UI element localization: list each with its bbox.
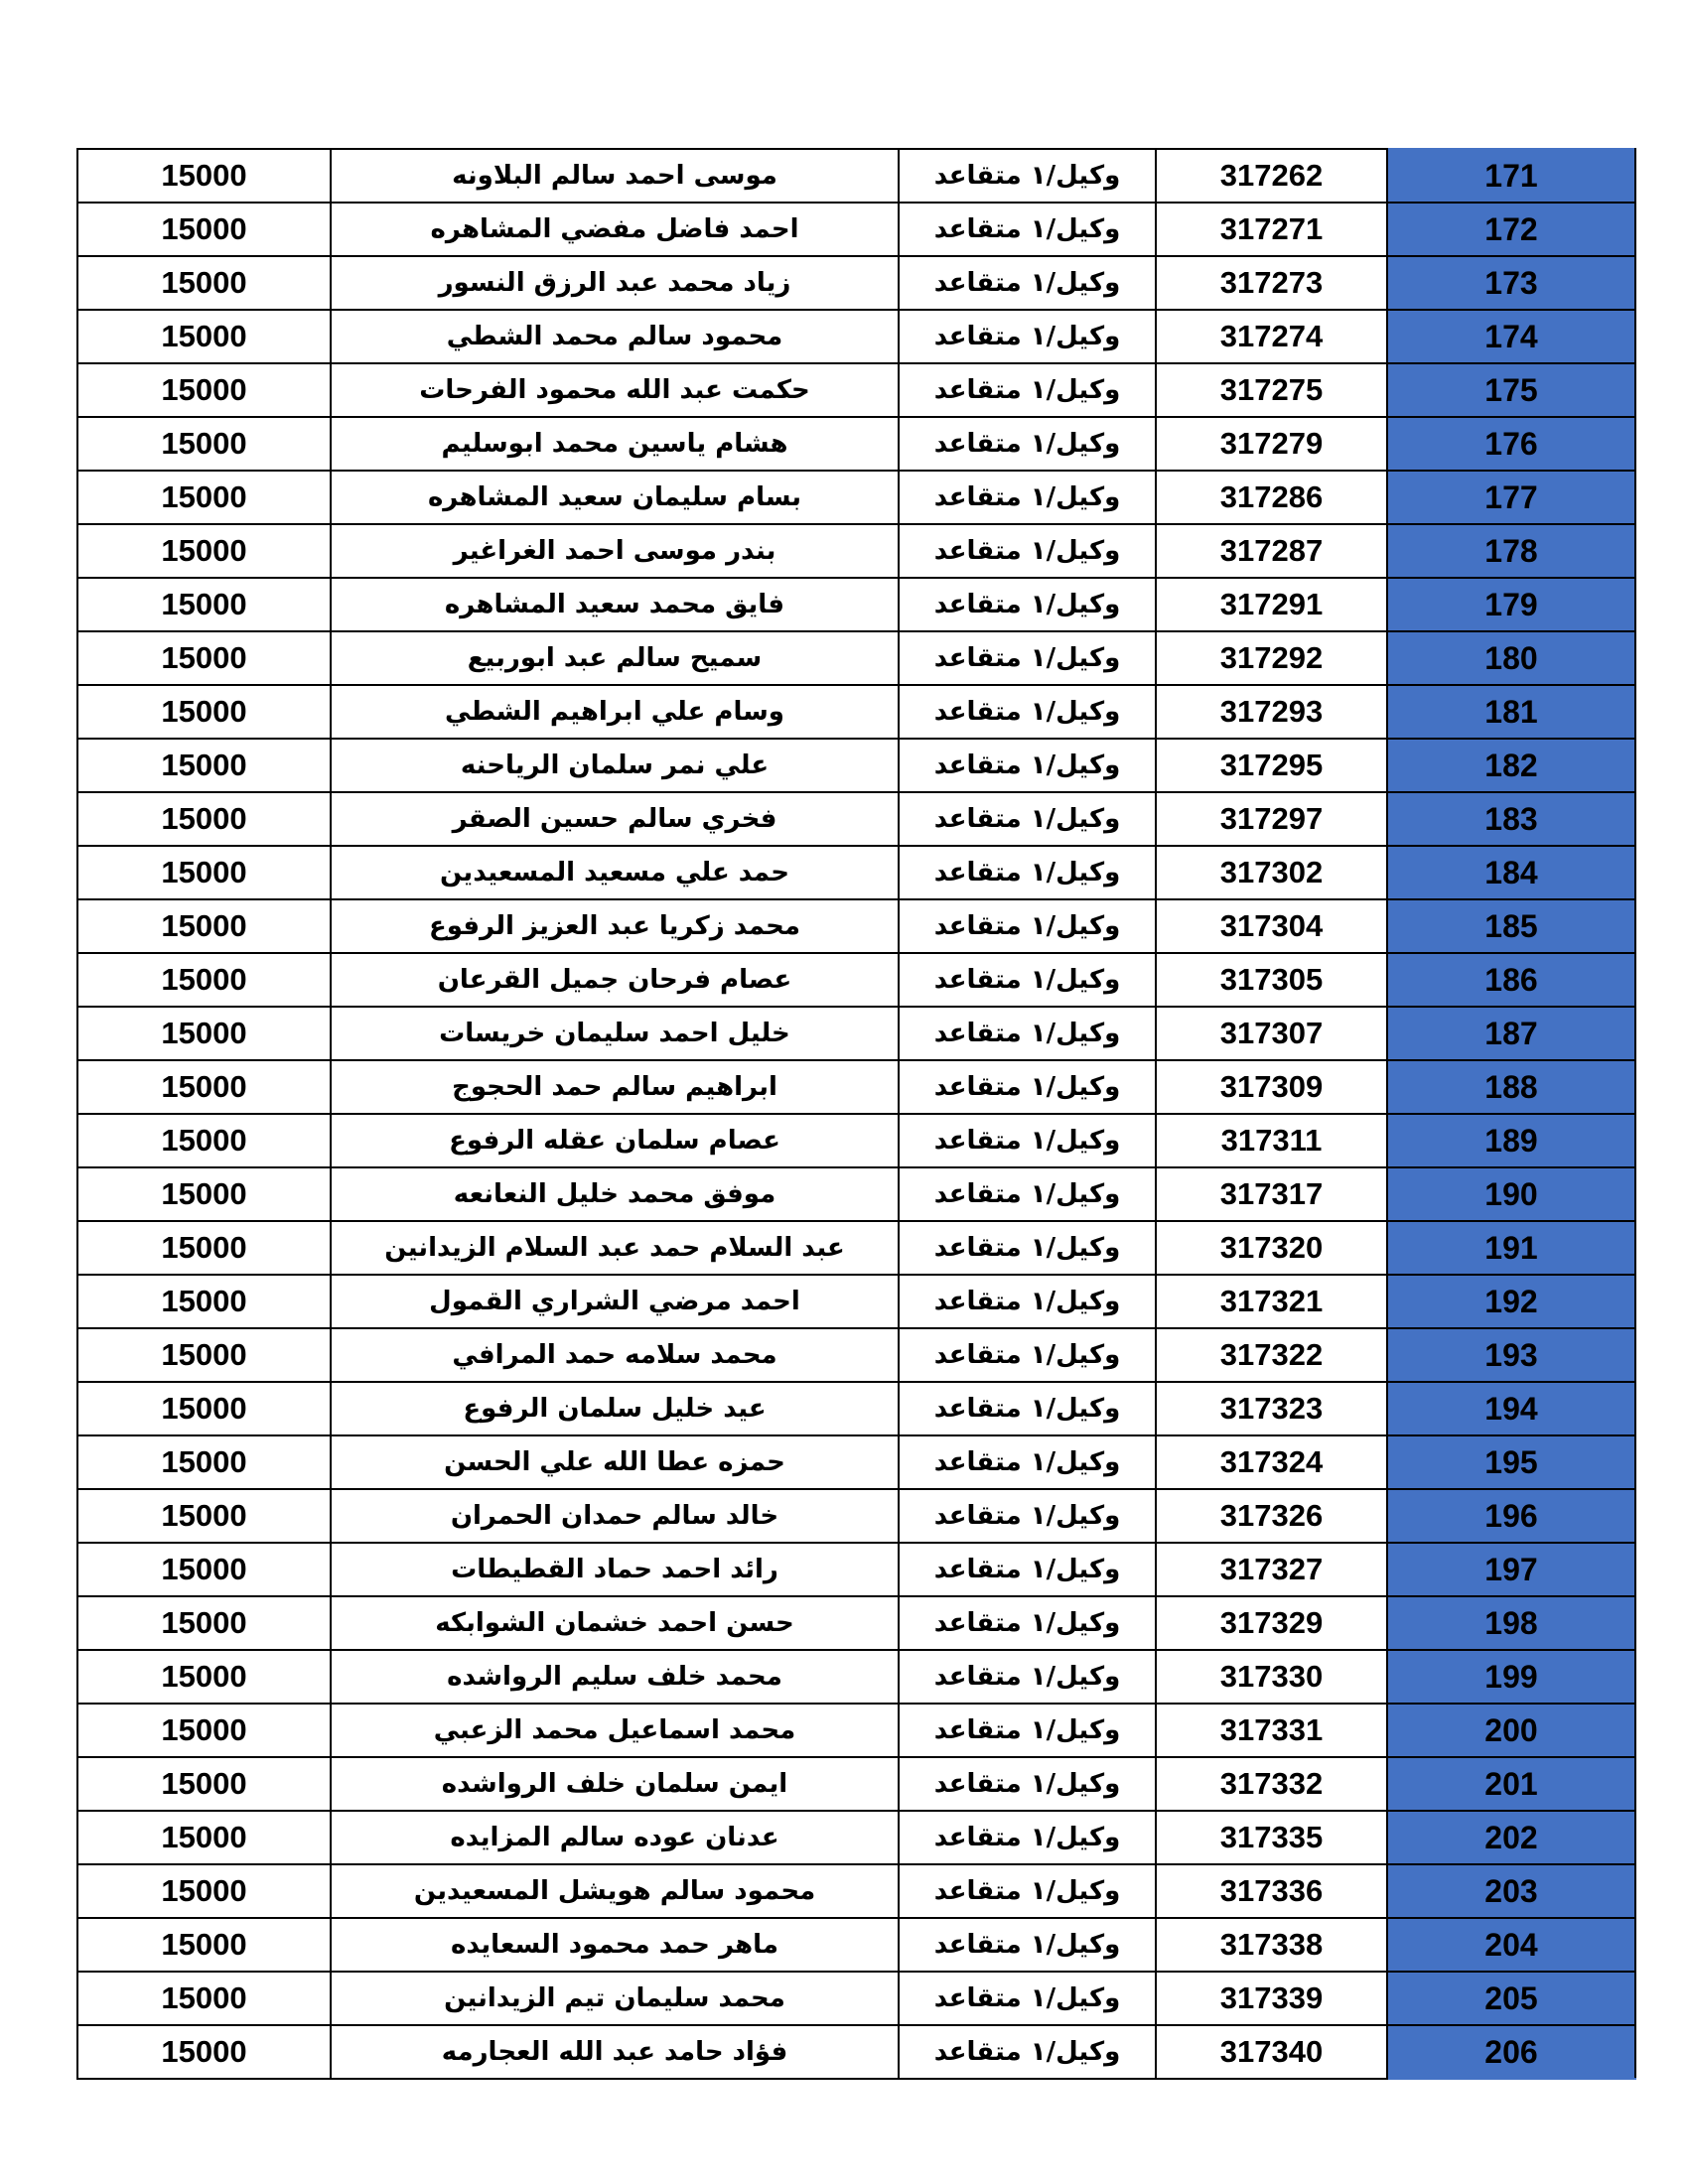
amount-cell: 15000 [77,149,331,203]
table-row [77,471,1635,524]
name-cell: حمزه عطا الله علي الحسن [331,1435,899,1489]
amount-cell: 15000 [77,256,331,310]
rank-cell: وكيل/١ متقاعد [899,1972,1156,2025]
rank-cell: وكيل/١ متقاعد [899,256,1156,310]
sequence-cell: 192 [1387,1275,1635,1328]
sequence-cell: 200 [1387,1704,1635,1757]
id-number-cell: 317262 [1156,149,1387,203]
amount-cell: 15000 [77,1167,331,1221]
rank-cell: وكيل/١ متقاعد [899,1435,1156,1489]
name-cell: عصام فرحان جميل القرعان [331,953,899,1007]
table-row [77,1918,1635,1972]
id-number-cell: 317304 [1156,899,1387,953]
amount-cell: 15000 [77,1918,331,1972]
sequence-cell: 189 [1387,1114,1635,1167]
id-number-cell: 317340 [1156,2025,1387,2079]
id-number-cell: 317331 [1156,1704,1387,1757]
name-cell: ماهر حمد محمود السعايده [331,1918,899,1972]
rank-cell: وكيل/١ متقاعد [899,1757,1156,1811]
amount-cell: 15000 [77,1328,331,1382]
rank-cell: وكيل/١ متقاعد [899,1382,1156,1435]
id-number-cell: 317302 [1156,846,1387,899]
table-row [77,1596,1635,1650]
id-number-cell: 317323 [1156,1382,1387,1435]
sequence-cell: 180 [1387,631,1635,685]
table-row [77,685,1635,739]
name-cell: محمد اسماعيل محمد الزعبي [331,1704,899,1757]
sequence-cell: 186 [1387,953,1635,1007]
name-cell: عبد السلام حمد عبد السلام الزيدانين [331,1221,899,1275]
rank-cell: وكيل/١ متقاعد [899,739,1156,792]
rank-cell: وكيل/١ متقاعد [899,363,1156,417]
rank-cell: وكيل/١ متقاعد [899,1489,1156,1543]
amount-cell: 15000 [77,1543,331,1596]
rank-cell: وكيل/١ متقاعد [899,1328,1156,1382]
table-row [77,417,1635,471]
table-row [77,1650,1635,1704]
table-row [77,1435,1635,1489]
sequence-cell: 196 [1387,1489,1635,1543]
id-number-cell: 317332 [1156,1757,1387,1811]
table-row [77,1060,1635,1114]
name-cell: فؤاد حامد عبد الله العجارمه [331,2025,899,2079]
id-number-cell: 317317 [1156,1167,1387,1221]
name-cell: عدنان عوده سالم المزايده [331,1811,899,1864]
rank-cell: وكيل/١ متقاعد [899,846,1156,899]
name-cell: عصام سلمان عقله الرفوع [331,1114,899,1167]
id-number-cell: 317297 [1156,792,1387,846]
name-cell: زياد محمد عبد الرزق النسور [331,256,899,310]
id-number-cell: 317327 [1156,1543,1387,1596]
amount-cell: 15000 [77,417,331,471]
id-number-cell: 317305 [1156,953,1387,1007]
records-table [76,148,1636,2080]
table-row [77,953,1635,1007]
table-row [77,578,1635,631]
rank-cell: وكيل/١ متقاعد [899,1114,1156,1167]
name-cell: محمد خلف سليم الرواشده [331,1650,899,1704]
rank-cell: وكيل/١ متقاعد [899,1650,1156,1704]
id-number-cell: 317338 [1156,1918,1387,1972]
amount-cell: 15000 [77,363,331,417]
name-cell: عيد خليل سلمان الرفوع [331,1382,899,1435]
name-cell: حمد علي مسعيد المسعيدين [331,846,899,899]
table-row [77,1489,1635,1543]
table-row [77,310,1635,363]
name-cell: خالد سالم حمدان الحمران [331,1489,899,1543]
sequence-cell: 174 [1387,310,1635,363]
sequence-cell: 175 [1387,363,1635,417]
id-number-cell: 317322 [1156,1328,1387,1382]
sequence-cell: 181 [1387,685,1635,739]
sequence-cell: 188 [1387,1060,1635,1114]
sequence-cell: 176 [1387,417,1635,471]
sequence-cell: 202 [1387,1811,1635,1864]
table-row [77,899,1635,953]
sequence-cell: 190 [1387,1167,1635,1221]
sequence-cell: 206 [1387,2025,1635,2079]
id-number-cell: 317291 [1156,578,1387,631]
sequence-cell: 205 [1387,1972,1635,2025]
rank-cell: وكيل/١ متقاعد [899,631,1156,685]
id-number-cell: 317324 [1156,1435,1387,1489]
name-cell: موسى احمد سالم البلاونه [331,149,899,203]
rank-cell: وكيل/١ متقاعد [899,310,1156,363]
sequence-cell: 182 [1387,739,1635,792]
table-row [77,1864,1635,1918]
table-row [77,1382,1635,1435]
sequence-cell: 195 [1387,1435,1635,1489]
id-number-cell: 317295 [1156,739,1387,792]
amount-cell: 15000 [77,1382,331,1435]
rank-cell: وكيل/١ متقاعد [899,1704,1156,1757]
table-row [77,149,1635,203]
table-row [77,631,1635,685]
name-cell: فخري سالم حسين الصقر [331,792,899,846]
name-cell: علي نمر سلمان الرياحنه [331,739,899,792]
amount-cell: 15000 [77,899,331,953]
records-table-body [77,149,1635,2079]
amount-cell: 15000 [77,1864,331,1918]
table-row [77,1167,1635,1221]
id-number-cell: 317307 [1156,1007,1387,1060]
table-row [77,1543,1635,1596]
sequence-cell: 171 [1387,149,1635,203]
table-row [77,1275,1635,1328]
id-number-cell: 317339 [1156,1972,1387,2025]
amount-cell: 15000 [77,1007,331,1060]
amount-cell: 15000 [77,1435,331,1489]
rank-cell: وكيل/١ متقاعد [899,953,1156,1007]
amount-cell: 15000 [77,685,331,739]
amount-cell: 15000 [77,1275,331,1328]
amount-cell: 15000 [77,310,331,363]
sequence-cell: 184 [1387,846,1635,899]
rank-cell: وكيل/١ متقاعد [899,1007,1156,1060]
sequence-cell: 185 [1387,899,1635,953]
table-row [77,1704,1635,1757]
amount-cell: 15000 [77,792,331,846]
table-row [77,846,1635,899]
sequence-cell: 203 [1387,1864,1635,1918]
amount-cell: 15000 [77,1757,331,1811]
name-cell: بسام سليمان سعيد المشاهره [331,471,899,524]
rank-cell: وكيل/١ متقاعد [899,1543,1156,1596]
rank-cell: وكيل/١ متقاعد [899,1918,1156,1972]
rank-cell: وكيل/١ متقاعد [899,471,1156,524]
name-cell: حكمت عبد الله محمود الفرحات [331,363,899,417]
rank-cell: وكيل/١ متقاعد [899,1275,1156,1328]
name-cell: فايق محمد سعيد المشاهره [331,578,899,631]
id-number-cell: 317329 [1156,1596,1387,1650]
name-cell: بندر موسى احمد الغراغير [331,524,899,578]
rank-cell: وكيل/١ متقاعد [899,1596,1156,1650]
id-number-cell: 317271 [1156,203,1387,256]
table-row [77,256,1635,310]
rank-cell: وكيل/١ متقاعد [899,2025,1156,2079]
name-cell: محمد سليمان تيم الزيدانين [331,1972,899,2025]
amount-cell: 15000 [77,846,331,899]
table-row [77,2025,1635,2079]
sequence-cell: 173 [1387,256,1635,310]
name-cell: هشام ياسين محمد ابوسليم [331,417,899,471]
sequence-cell: 201 [1387,1757,1635,1811]
name-cell: رائد احمد حماد القطيطات [331,1543,899,1596]
sequence-cell: 187 [1387,1007,1635,1060]
amount-cell: 15000 [77,1704,331,1757]
rank-cell: وكيل/١ متقاعد [899,1811,1156,1864]
amount-cell: 15000 [77,2025,331,2079]
rank-cell: وكيل/١ متقاعد [899,1221,1156,1275]
table-row [77,1221,1635,1275]
rank-cell: وكيل/١ متقاعد [899,524,1156,578]
amount-cell: 15000 [77,1650,331,1704]
amount-cell: 15000 [77,203,331,256]
name-cell: خليل احمد سليمان خريسات [331,1007,899,1060]
rank-cell: وكيل/١ متقاعد [899,1060,1156,1114]
name-cell: احمد فاضل مفضي المشاهره [331,203,899,256]
amount-cell: 15000 [77,1221,331,1275]
sequence-cell: 178 [1387,524,1635,578]
table-row [77,1328,1635,1382]
amount-cell: 15000 [77,953,331,1007]
table-row [77,203,1635,256]
sequence-cell: 179 [1387,578,1635,631]
table-row [77,1811,1635,1864]
id-number-cell: 317287 [1156,524,1387,578]
table-row [77,1007,1635,1060]
amount-cell: 15000 [77,524,331,578]
id-number-cell: 317293 [1156,685,1387,739]
sequence-cell: 199 [1387,1650,1635,1704]
name-cell: وسام علي ابراهيم الشطي [331,685,899,739]
id-number-cell: 317336 [1156,1864,1387,1918]
id-number-cell: 317309 [1156,1060,1387,1114]
sequence-cell: 172 [1387,203,1635,256]
name-cell: ابراهيم سالم حمد الحجوج [331,1060,899,1114]
sequence-cell: 198 [1387,1596,1635,1650]
name-cell: محمد سلامه حمد المرافي [331,1328,899,1382]
amount-cell: 15000 [77,1596,331,1650]
amount-cell: 15000 [77,471,331,524]
rank-cell: وكيل/١ متقاعد [899,792,1156,846]
sequence-cell: 194 [1387,1382,1635,1435]
name-cell: سميح سالم عبد ابوربيع [331,631,899,685]
id-number-cell: 317274 [1156,310,1387,363]
name-cell: ايمن سلمان خلف الرواشده [331,1757,899,1811]
amount-cell: 15000 [77,1489,331,1543]
rank-cell: وكيل/١ متقاعد [899,1864,1156,1918]
table-row [77,1114,1635,1167]
id-number-cell: 317311 [1156,1114,1387,1167]
amount-cell: 15000 [77,631,331,685]
table-row [77,1757,1635,1811]
name-cell: محمد زكريا عبد العزيز الرفوع [331,899,899,953]
amount-cell: 15000 [77,578,331,631]
rank-cell: وكيل/١ متقاعد [899,203,1156,256]
sequence-cell: 204 [1387,1918,1635,1972]
name-cell: حسن احمد خشمان الشوابكه [331,1596,899,1650]
id-number-cell: 317326 [1156,1489,1387,1543]
rank-cell: وكيل/١ متقاعد [899,417,1156,471]
sequence-cell: 177 [1387,471,1635,524]
id-number-cell: 317320 [1156,1221,1387,1275]
table-row [77,792,1635,846]
id-number-cell: 317335 [1156,1811,1387,1864]
amount-cell: 15000 [77,739,331,792]
amount-cell: 15000 [77,1060,331,1114]
rank-cell: وكيل/١ متقاعد [899,149,1156,203]
rank-cell: وكيل/١ متقاعد [899,578,1156,631]
id-number-cell: 317292 [1156,631,1387,685]
name-cell: موفق محمد خليل النعانعه [331,1167,899,1221]
sequence-cell: 183 [1387,792,1635,846]
rank-cell: وكيل/١ متقاعد [899,685,1156,739]
sequence-cell: 191 [1387,1221,1635,1275]
table-row [77,1972,1635,2025]
rank-cell: وكيل/١ متقاعد [899,1167,1156,1221]
table-row [77,363,1635,417]
table-row [77,524,1635,578]
name-cell: احمد مرضي الشراري القمول [331,1275,899,1328]
records-table-container [76,148,1628,2080]
name-cell: محمود سالم محمد الشطي [331,310,899,363]
sequence-cell: 193 [1387,1328,1635,1382]
id-number-cell: 317286 [1156,471,1387,524]
id-number-cell: 317273 [1156,256,1387,310]
table-row [77,739,1635,792]
id-number-cell: 317279 [1156,417,1387,471]
amount-cell: 15000 [77,1114,331,1167]
id-number-cell: 317330 [1156,1650,1387,1704]
id-number-cell: 317321 [1156,1275,1387,1328]
rank-cell: وكيل/١ متقاعد [899,899,1156,953]
id-number-cell: 317275 [1156,363,1387,417]
name-cell: محمود سالم هويشل المسعيدين [331,1864,899,1918]
sequence-cell: 197 [1387,1543,1635,1596]
amount-cell: 15000 [77,1972,331,2025]
amount-cell: 15000 [77,1811,331,1864]
